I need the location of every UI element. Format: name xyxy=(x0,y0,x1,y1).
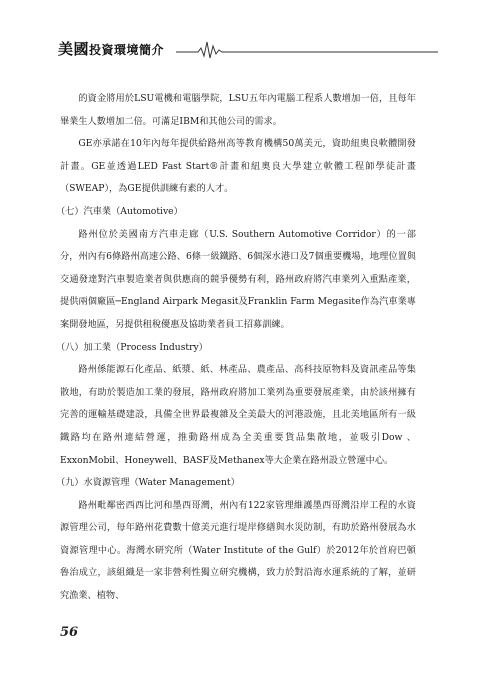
running-header xyxy=(58,36,438,60)
paragraph-ge: GE亦承諾在10年內每年提供給路州高等教育機構50萬美元，資助紐奧良軟體開發計畫。GE並透過LED Fast Start®計畫和紐奧良大學建立軟體工程師學徒計畫（SWEAP），為GE提供訓練有素的人才。 xyxy=(60,138,416,195)
header-title-rest: 投資環境簡介 xyxy=(89,43,165,57)
header-wave-decoration xyxy=(176,36,438,60)
paragraph-automotive: 路州位於美國南方汽車走廊（U.S. Southern Automotive Corridor）的一部分，州內有6條路州高速公路、6條一級鐵路、6個深水港口及7個重要機場，地理位置與交通發達對汽車製造業者與供應商的競爭優勢有利，路州政府將汽車業列入重點產業，提供兩個廠區─England Airpark Megasit及Franklin Farm Megasite作為汽車業專案開發地區，另提供租稅優惠及協助業者員工招募訓練。 xyxy=(60,228,416,330)
paragraph-continued: 的資金將用於LSU電機和電腦學院，LSU五年內電腦工程系人數增加一倍，且每年畢業生人數增加二倍。可滿足IBM和其他公司的需求。 xyxy=(60,93,416,127)
header-title-big: 美國 xyxy=(58,40,90,58)
header-title xyxy=(58,38,164,59)
paragraph-process-industry: 路州係能源石化產品、紙漿、紙、林產品、農產品、高科技原物料及資訊產品等集散地，有助於製造加工業的發展，路州政府將加工業列為重要發展產業，由於該州擁有完善的運輸基礎建設，具備全世界最複雜及全美最大的河港設施，且北美地區所有一級鐵路均在路州連結營運，推動路州成為全美重要貨品集散地，並吸引Dow 、ExxonMobil、Honeywell、BASF及Methanex等大企業在路州設立營運中心。 xyxy=(60,364,416,466)
section-heading-automotive: （七）汽車業（Automotive） xyxy=(56,205,183,217)
page-number: 56 xyxy=(60,625,79,640)
section-heading-water-management: （九）水資源管理（Water Management） xyxy=(56,477,240,489)
section-heading-process-industry: （八）加工業（Process Industry） xyxy=(56,341,208,353)
paragraph-water-management: 路州毗鄰密西西比河和墨西哥灣，州內有122家管理維護墨西哥灣沿岸工程的水資源管理公司，每年路州花費數十億美元進行堤岸修繕與水災防制，有助於路州發展為水資源管理中心。海灣水研究所（Water Institute of the Gulf）於2012年於首府巴頓魯治成立，該組織是一家非營利性獨立研究機構，致力於對沿海水運系統的了解，並研究漁業、植物、 xyxy=(60,499,416,602)
page-body xyxy=(56,88,416,608)
